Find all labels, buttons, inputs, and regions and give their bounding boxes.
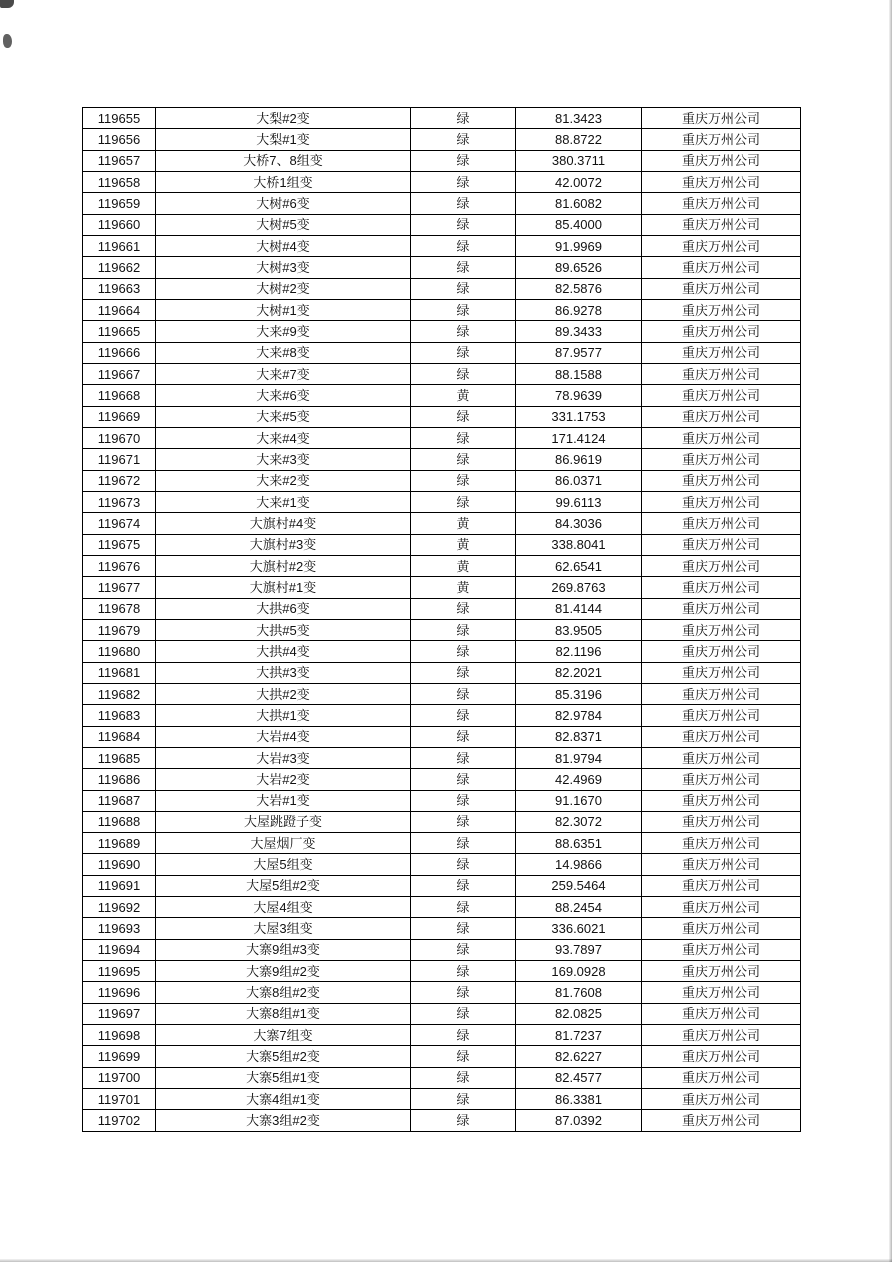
id-cell: 119698 <box>83 1025 156 1046</box>
company-cell: 重庆万州公司 <box>642 726 801 747</box>
value-cell: 82.6227 <box>516 1046 642 1067</box>
status-cell: 黄 <box>411 555 516 576</box>
status-cell: 绿 <box>411 1003 516 1024</box>
name-cell: 大拱#3变 <box>156 662 411 683</box>
value-cell: 88.2454 <box>516 897 642 918</box>
id-cell: 119693 <box>83 918 156 939</box>
name-cell: 大屋5组#2变 <box>156 875 411 896</box>
company-cell: 重庆万州公司 <box>642 406 801 427</box>
company-cell: 重庆万州公司 <box>642 555 801 576</box>
value-cell: 89.6526 <box>516 257 642 278</box>
status-cell: 绿 <box>411 214 516 235</box>
table-row <box>83 769 801 790</box>
table-row <box>83 1046 801 1067</box>
value-cell: 81.3423 <box>516 108 642 129</box>
id-cell: 119671 <box>83 449 156 470</box>
table-row <box>83 982 801 1003</box>
status-cell: 绿 <box>411 342 516 363</box>
table-row <box>83 470 801 491</box>
name-cell: 大寨9组#2变 <box>156 961 411 982</box>
value-cell: 82.1196 <box>516 641 642 662</box>
id-cell: 119679 <box>83 619 156 640</box>
id-cell: 119659 <box>83 193 156 214</box>
company-cell: 重庆万州公司 <box>642 108 801 129</box>
name-cell: 大屋跳蹬子变 <box>156 811 411 832</box>
value-cell: 82.0825 <box>516 1003 642 1024</box>
name-cell: 大拱#2变 <box>156 683 411 704</box>
id-cell: 119678 <box>83 598 156 619</box>
name-cell: 大树#4变 <box>156 235 411 256</box>
id-cell: 119657 <box>83 150 156 171</box>
name-cell: 大寨8组#1变 <box>156 1003 411 1024</box>
table-row <box>83 1110 801 1131</box>
table-row <box>83 790 801 811</box>
value-cell: 81.6082 <box>516 193 642 214</box>
status-cell: 绿 <box>411 427 516 448</box>
status-cell: 绿 <box>411 918 516 939</box>
id-cell: 119677 <box>83 577 156 598</box>
value-cell: 42.4969 <box>516 769 642 790</box>
status-cell: 绿 <box>411 833 516 854</box>
table-row <box>83 534 801 555</box>
table-row <box>83 1089 801 1110</box>
id-cell: 119701 <box>83 1089 156 1110</box>
status-cell: 绿 <box>411 683 516 704</box>
data-table <box>82 107 801 1132</box>
table-row <box>83 171 801 192</box>
table-row <box>83 1003 801 1024</box>
table-row <box>83 449 801 470</box>
status-cell: 黄 <box>411 385 516 406</box>
company-cell: 重庆万州公司 <box>642 854 801 875</box>
table-row <box>83 833 801 854</box>
company-cell: 重庆万州公司 <box>642 683 801 704</box>
status-cell: 绿 <box>411 1089 516 1110</box>
value-cell: 81.4144 <box>516 598 642 619</box>
company-cell: 重庆万州公司 <box>642 235 801 256</box>
table-row <box>83 385 801 406</box>
status-cell: 黄 <box>411 534 516 555</box>
table-row <box>83 918 801 939</box>
status-cell: 绿 <box>411 363 516 384</box>
id-cell: 119676 <box>83 555 156 576</box>
id-cell: 119655 <box>83 108 156 129</box>
name-cell: 大屋5组变 <box>156 854 411 875</box>
company-cell: 重庆万州公司 <box>642 534 801 555</box>
company-cell: 重庆万州公司 <box>642 641 801 662</box>
name-cell: 大来#7变 <box>156 363 411 384</box>
value-cell: 338.8041 <box>516 534 642 555</box>
status-cell: 绿 <box>411 321 516 342</box>
status-cell: 绿 <box>411 705 516 726</box>
name-cell: 大寨5组#1变 <box>156 1067 411 1088</box>
status-cell: 绿 <box>411 491 516 512</box>
value-cell: 78.9639 <box>516 385 642 406</box>
id-cell: 119691 <box>83 875 156 896</box>
table-row <box>83 641 801 662</box>
value-cell: 88.1588 <box>516 363 642 384</box>
value-cell: 82.2021 <box>516 662 642 683</box>
id-cell: 119690 <box>83 854 156 875</box>
status-cell: 绿 <box>411 747 516 768</box>
id-cell: 119681 <box>83 662 156 683</box>
name-cell: 大树#3变 <box>156 257 411 278</box>
company-cell: 重庆万州公司 <box>642 257 801 278</box>
id-cell: 119658 <box>83 171 156 192</box>
status-cell: 绿 <box>411 854 516 875</box>
status-cell: 绿 <box>411 811 516 832</box>
status-cell: 绿 <box>411 939 516 960</box>
status-cell: 绿 <box>411 1025 516 1046</box>
id-cell: 119684 <box>83 726 156 747</box>
company-cell: 重庆万州公司 <box>642 833 801 854</box>
status-cell: 黄 <box>411 577 516 598</box>
id-cell: 119700 <box>83 1067 156 1088</box>
status-cell: 绿 <box>411 641 516 662</box>
table-row <box>83 108 801 129</box>
company-cell: 重庆万州公司 <box>642 214 801 235</box>
value-cell: 259.5464 <box>516 875 642 896</box>
table-row <box>83 491 801 512</box>
value-cell: 169.0928 <box>516 961 642 982</box>
name-cell: 大屋3组变 <box>156 918 411 939</box>
id-cell: 119683 <box>83 705 156 726</box>
name-cell: 大旗村#4变 <box>156 513 411 534</box>
table-row <box>83 193 801 214</box>
company-cell: 重庆万州公司 <box>642 897 801 918</box>
table-row <box>83 1067 801 1088</box>
name-cell: 大梨#2变 <box>156 108 411 129</box>
name-cell: 大树#1变 <box>156 299 411 320</box>
value-cell: 42.0072 <box>516 171 642 192</box>
status-cell: 绿 <box>411 619 516 640</box>
company-cell: 重庆万州公司 <box>642 1025 801 1046</box>
id-cell: 119660 <box>83 214 156 235</box>
table-row <box>83 619 801 640</box>
value-cell: 62.6541 <box>516 555 642 576</box>
name-cell: 大旗村#2变 <box>156 555 411 576</box>
company-cell: 重庆万州公司 <box>642 769 801 790</box>
company-cell: 重庆万州公司 <box>642 342 801 363</box>
table-row <box>83 278 801 299</box>
company-cell: 重庆万州公司 <box>642 129 801 150</box>
value-cell: 99.6113 <box>516 491 642 512</box>
id-cell: 119669 <box>83 406 156 427</box>
name-cell: 大来#5变 <box>156 406 411 427</box>
name-cell: 大寨8组#2变 <box>156 982 411 1003</box>
value-cell: 85.3196 <box>516 683 642 704</box>
name-cell: 大来#1变 <box>156 491 411 512</box>
table-row <box>83 598 801 619</box>
name-cell: 大拱#1变 <box>156 705 411 726</box>
id-cell: 119697 <box>83 1003 156 1024</box>
table-row <box>83 363 801 384</box>
status-cell: 绿 <box>411 1067 516 1088</box>
name-cell: 大旗村#1变 <box>156 577 411 598</box>
table-row <box>83 683 801 704</box>
status-cell: 绿 <box>411 662 516 683</box>
company-cell: 重庆万州公司 <box>642 1046 801 1067</box>
table-row <box>83 875 801 896</box>
id-cell: 119675 <box>83 534 156 555</box>
id-cell: 119674 <box>83 513 156 534</box>
status-cell: 绿 <box>411 129 516 150</box>
id-cell: 119686 <box>83 769 156 790</box>
id-cell: 119702 <box>83 1110 156 1131</box>
company-cell: 重庆万州公司 <box>642 193 801 214</box>
value-cell: 89.3433 <box>516 321 642 342</box>
table-row <box>83 406 801 427</box>
id-cell: 119656 <box>83 129 156 150</box>
value-cell: 81.7237 <box>516 1025 642 1046</box>
name-cell: 大来#8变 <box>156 342 411 363</box>
value-cell: 82.3072 <box>516 811 642 832</box>
table-row <box>83 811 801 832</box>
value-cell: 86.0371 <box>516 470 642 491</box>
value-cell: 269.8763 <box>516 577 642 598</box>
table-row <box>83 747 801 768</box>
id-cell: 119695 <box>83 961 156 982</box>
company-cell: 重庆万州公司 <box>642 961 801 982</box>
company-cell: 重庆万州公司 <box>642 1003 801 1024</box>
company-cell: 重庆万州公司 <box>642 299 801 320</box>
name-cell: 大拱#6变 <box>156 598 411 619</box>
id-cell: 119663 <box>83 278 156 299</box>
id-cell: 119666 <box>83 342 156 363</box>
id-cell: 119680 <box>83 641 156 662</box>
id-cell: 119668 <box>83 385 156 406</box>
name-cell: 大旗村#3变 <box>156 534 411 555</box>
id-cell: 119661 <box>83 235 156 256</box>
table-row <box>83 150 801 171</box>
status-cell: 绿 <box>411 171 516 192</box>
table-row <box>83 299 801 320</box>
name-cell: 大来#3变 <box>156 449 411 470</box>
name-cell: 大岩#1变 <box>156 790 411 811</box>
name-cell: 大寨4组#1变 <box>156 1089 411 1110</box>
company-cell: 重庆万州公司 <box>642 577 801 598</box>
company-cell: 重庆万州公司 <box>642 470 801 491</box>
id-cell: 119692 <box>83 897 156 918</box>
company-cell: 重庆万州公司 <box>642 363 801 384</box>
name-cell: 大桥7、8组变 <box>156 150 411 171</box>
value-cell: 336.6021 <box>516 918 642 939</box>
value-cell: 86.9278 <box>516 299 642 320</box>
id-cell: 119672 <box>83 470 156 491</box>
id-cell: 119665 <box>83 321 156 342</box>
table-row <box>83 555 801 576</box>
status-cell: 绿 <box>411 875 516 896</box>
value-cell: 93.7897 <box>516 939 642 960</box>
value-cell: 81.9794 <box>516 747 642 768</box>
name-cell: 大来#9变 <box>156 321 411 342</box>
table-row <box>83 577 801 598</box>
id-cell: 119673 <box>83 491 156 512</box>
company-cell: 重庆万州公司 <box>642 705 801 726</box>
value-cell: 91.1670 <box>516 790 642 811</box>
value-cell: 14.9866 <box>516 854 642 875</box>
id-cell: 119687 <box>83 790 156 811</box>
name-cell: 大树#5变 <box>156 214 411 235</box>
value-cell: 91.9969 <box>516 235 642 256</box>
table-row <box>83 257 801 278</box>
company-cell: 重庆万州公司 <box>642 939 801 960</box>
company-cell: 重庆万州公司 <box>642 171 801 192</box>
company-cell: 重庆万州公司 <box>642 811 801 832</box>
value-cell: 87.0392 <box>516 1110 642 1131</box>
id-cell: 119670 <box>83 427 156 448</box>
value-cell: 84.3036 <box>516 513 642 534</box>
table-row <box>83 854 801 875</box>
name-cell: 大屋4组变 <box>156 897 411 918</box>
id-cell: 119699 <box>83 1046 156 1067</box>
value-cell: 86.3381 <box>516 1089 642 1110</box>
value-cell: 171.4124 <box>516 427 642 448</box>
company-cell: 重庆万州公司 <box>642 491 801 512</box>
table-row <box>83 342 801 363</box>
scan-artifact-icon <box>3 34 12 48</box>
id-cell: 119662 <box>83 257 156 278</box>
status-cell: 绿 <box>411 278 516 299</box>
company-cell: 重庆万州公司 <box>642 427 801 448</box>
id-cell: 119694 <box>83 939 156 960</box>
name-cell: 大岩#3变 <box>156 747 411 768</box>
company-cell: 重庆万州公司 <box>642 790 801 811</box>
value-cell: 331.1753 <box>516 406 642 427</box>
value-cell: 81.7608 <box>516 982 642 1003</box>
name-cell: 大梨#1变 <box>156 129 411 150</box>
status-cell: 黄 <box>411 513 516 534</box>
value-cell: 82.4577 <box>516 1067 642 1088</box>
value-cell: 86.9619 <box>516 449 642 470</box>
company-cell: 重庆万州公司 <box>642 1067 801 1088</box>
status-cell: 绿 <box>411 299 516 320</box>
company-cell: 重庆万州公司 <box>642 1089 801 1110</box>
status-cell: 绿 <box>411 257 516 278</box>
table-row <box>83 214 801 235</box>
table-body <box>83 108 801 1132</box>
name-cell: 大拱#5变 <box>156 619 411 640</box>
name-cell: 大树#2变 <box>156 278 411 299</box>
table-row <box>83 513 801 534</box>
company-cell: 重庆万州公司 <box>642 619 801 640</box>
status-cell: 绿 <box>411 1046 516 1067</box>
name-cell: 大拱#4变 <box>156 641 411 662</box>
value-cell: 82.8371 <box>516 726 642 747</box>
id-cell: 119689 <box>83 833 156 854</box>
company-cell: 重庆万州公司 <box>642 662 801 683</box>
status-cell: 绿 <box>411 1110 516 1131</box>
status-cell: 绿 <box>411 961 516 982</box>
table-row <box>83 235 801 256</box>
value-cell: 82.9784 <box>516 705 642 726</box>
name-cell: 大树#6变 <box>156 193 411 214</box>
table-row <box>83 897 801 918</box>
status-cell: 绿 <box>411 193 516 214</box>
status-cell: 绿 <box>411 982 516 1003</box>
table-row <box>83 961 801 982</box>
name-cell: 大桥1组变 <box>156 171 411 192</box>
name-cell: 大岩#2变 <box>156 769 411 790</box>
company-cell: 重庆万州公司 <box>642 982 801 1003</box>
status-cell: 绿 <box>411 449 516 470</box>
company-cell: 重庆万州公司 <box>642 598 801 619</box>
id-cell: 119696 <box>83 982 156 1003</box>
name-cell: 大来#6变 <box>156 385 411 406</box>
value-cell: 87.9577 <box>516 342 642 363</box>
status-cell: 绿 <box>411 108 516 129</box>
id-cell: 119664 <box>83 299 156 320</box>
table-row <box>83 705 801 726</box>
name-cell: 大寨9组#3变 <box>156 939 411 960</box>
status-cell: 绿 <box>411 897 516 918</box>
name-cell: 大岩#4变 <box>156 726 411 747</box>
id-cell: 119685 <box>83 747 156 768</box>
id-cell: 119688 <box>83 811 156 832</box>
name-cell: 大来#2变 <box>156 470 411 491</box>
table-row <box>83 662 801 683</box>
company-cell: 重庆万州公司 <box>642 513 801 534</box>
value-cell: 83.9505 <box>516 619 642 640</box>
value-cell: 88.6351 <box>516 833 642 854</box>
status-cell: 绿 <box>411 235 516 256</box>
table-row <box>83 129 801 150</box>
company-cell: 重庆万州公司 <box>642 449 801 470</box>
company-cell: 重庆万州公司 <box>642 875 801 896</box>
status-cell: 绿 <box>411 598 516 619</box>
company-cell: 重庆万州公司 <box>642 150 801 171</box>
status-cell: 绿 <box>411 470 516 491</box>
id-cell: 119682 <box>83 683 156 704</box>
name-cell: 大来#4变 <box>156 427 411 448</box>
value-cell: 380.3711 <box>516 150 642 171</box>
company-cell: 重庆万州公司 <box>642 321 801 342</box>
name-cell: 大寨3组#2变 <box>156 1110 411 1131</box>
status-cell: 绿 <box>411 726 516 747</box>
company-cell: 重庆万州公司 <box>642 1110 801 1131</box>
company-cell: 重庆万州公司 <box>642 747 801 768</box>
company-cell: 重庆万州公司 <box>642 385 801 406</box>
value-cell: 88.8722 <box>516 129 642 150</box>
company-cell: 重庆万州公司 <box>642 278 801 299</box>
name-cell: 大屋烟厂变 <box>156 833 411 854</box>
table-row <box>83 427 801 448</box>
id-cell: 119667 <box>83 363 156 384</box>
company-cell: 重庆万州公司 <box>642 918 801 939</box>
table-row <box>83 1025 801 1046</box>
value-cell: 85.4000 <box>516 214 642 235</box>
scan-artifact-icon <box>0 0 14 8</box>
status-cell: 绿 <box>411 406 516 427</box>
value-cell: 82.5876 <box>516 278 642 299</box>
table-row <box>83 321 801 342</box>
name-cell: 大寨7组变 <box>156 1025 411 1046</box>
name-cell: 大寨5组#2变 <box>156 1046 411 1067</box>
status-cell: 绿 <box>411 790 516 811</box>
table-row <box>83 939 801 960</box>
status-cell: 绿 <box>411 769 516 790</box>
status-cell: 绿 <box>411 150 516 171</box>
table-row <box>83 726 801 747</box>
